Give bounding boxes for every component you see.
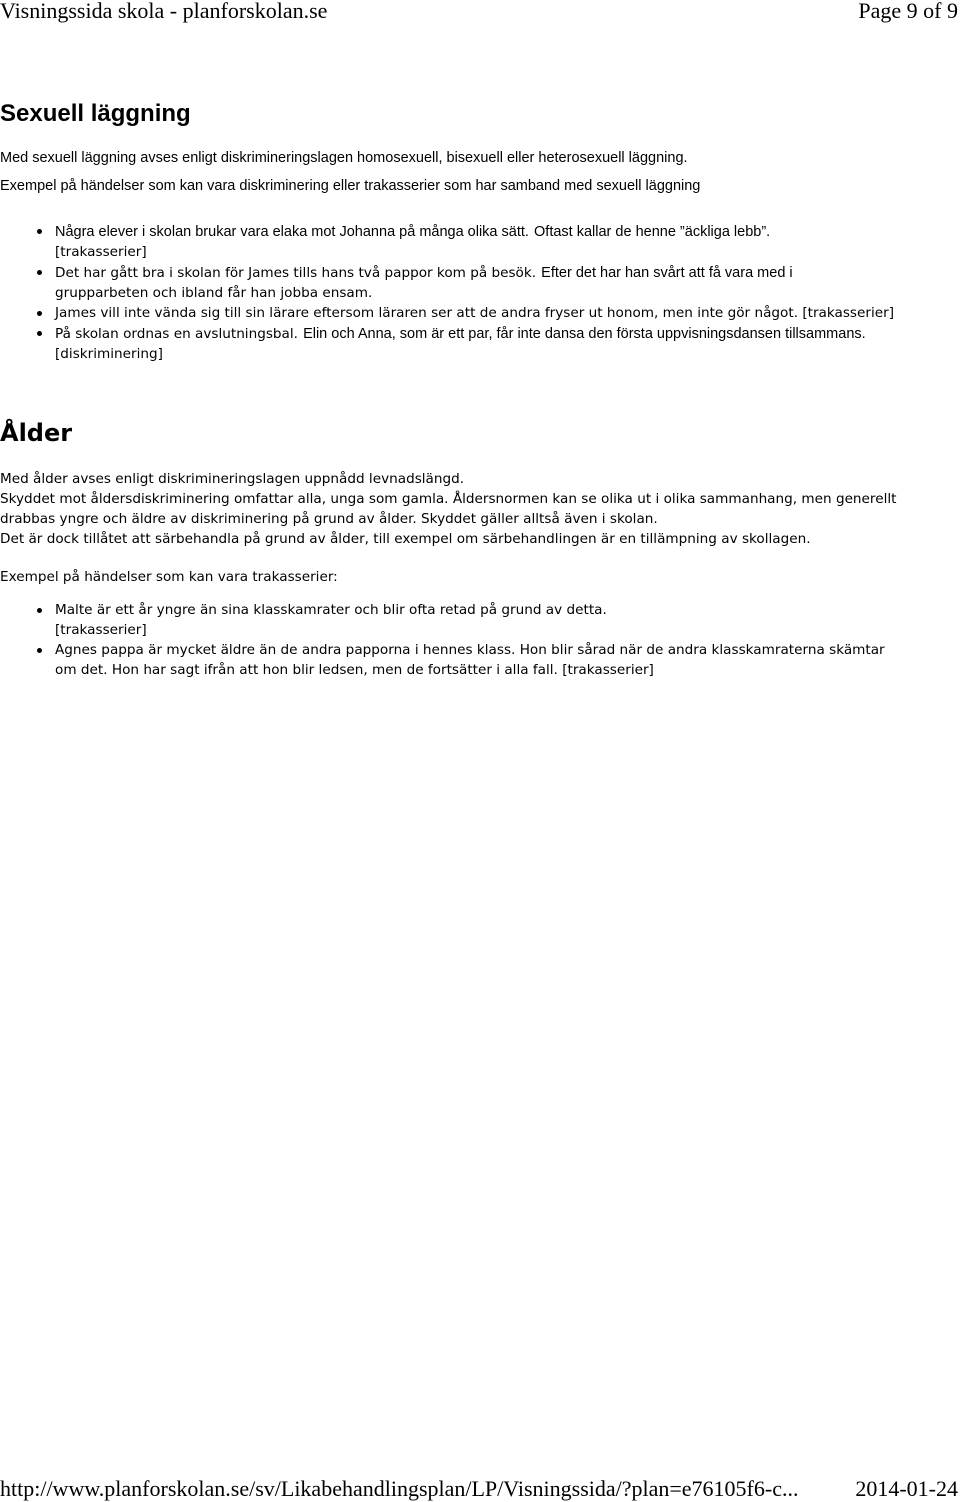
sexuell-definition-text: Med sexuell läggning avses enligt diskrimineringslagen homosexuell, bisexuell eller heterosexuell läggning. <box>0 150 688 166</box>
list-item <box>0 323 958 364</box>
list-item-text: Efter det har han svårt att få vara med i <box>541 265 793 281</box>
sexuell-examples-list <box>0 221 958 364</box>
print-header-title: Visningssida skola - planforskolan.se <box>0 0 328 23</box>
print-header-page-number: Page 9 of 9 <box>858 0 958 23</box>
list-item-text: Elin och Anna, som är ett par, får inte dansa den första uppvisningsdansen tillsammans. <box>303 326 866 342</box>
list-item-text: Några elever i skolan brukar vara elaka mot Johanna på många olika sätt. <box>55 224 529 240</box>
tag-trakasserier: [trakasserier] <box>55 622 147 638</box>
list-item-text-continued: om det. Hon har sagt ifrån att hon blir ledsen, men de fortsätter i alla fall. [trakasserier] <box>55 662 654 678</box>
print-footer-date: 2014-01-24 <box>855 1476 958 1501</box>
alder-intro-block <box>0 469 958 587</box>
list-item-text: James vill inte vända sig till sin lärare eftersom läraren ser att de andra fryser ut honom, men inte gör något. [trakasserier] <box>55 305 894 321</box>
tag-trakasserier: [trakasserier] <box>55 244 147 260</box>
list-item-text: På skolan ordnas en avslutningsbal. <box>55 326 298 342</box>
tag-diskriminering: [diskriminering] <box>55 346 163 362</box>
section-heading-sexuell-laggning: Sexuell läggning <box>0 100 191 127</box>
alder-examples-label: Exempel på händelser som kan vara trakasserier: <box>0 569 338 585</box>
list-item-text: Malte är ett år yngre än sina klasskamrater och blir ofta retad på grund av detta. <box>55 602 607 618</box>
list-item-text: Agnes pappa är mycket äldre än de andra papporna i hennes klass. Hon blir sårad när de andra klasskamraterna skämtar <box>55 642 885 658</box>
sexuell-intro-block <box>0 148 958 196</box>
list-item-text: Det har gått bra i skolan för James tills hans två pappor kom på besök. <box>55 265 537 281</box>
alder-paragraph-line: Det är dock tillåtet att särbehandla på grund av ålder, till exempel om särbehandlingen är en tillämpning av skollagen. <box>0 531 811 547</box>
alder-paragraph-line: drabbas yngre och äldre av diskriminering på grund av ålder. Skyddet gäller alltså även i skolan. <box>0 511 658 527</box>
list-item-text-continued: grupparbeten och ibland får han jobba ensam. <box>55 285 373 301</box>
alder-paragraph-line: Skyddet mot åldersdiskriminering omfattar alla, unga som gamla. Åldersnormen kan se olika ut i olika sammanhang, men generellt <box>0 491 897 507</box>
alder-examples-list <box>0 600 958 680</box>
sexuell-examples-label: Exempel på händelser som kan vara diskriminering eller trakasserier som har samband med sexuell läggning <box>0 178 701 194</box>
print-footer-url: http://www.planforskolan.se/sv/Likabehandlingsplan/LP/Visningssida/?plan=e76105f6-c... <box>0 1476 799 1501</box>
list-item <box>0 600 958 640</box>
alder-definition-text: Med ålder avses enligt diskrimineringslagen uppnådd levnadslängd. <box>0 471 465 487</box>
list-item <box>0 303 958 323</box>
list-item <box>0 640 958 680</box>
list-item <box>0 221 958 262</box>
section-heading-alder: Ålder <box>0 419 73 447</box>
list-item-text: Oftast kallar de henne ”äckliga lebb”. <box>534 224 771 240</box>
list-item <box>0 262 958 303</box>
